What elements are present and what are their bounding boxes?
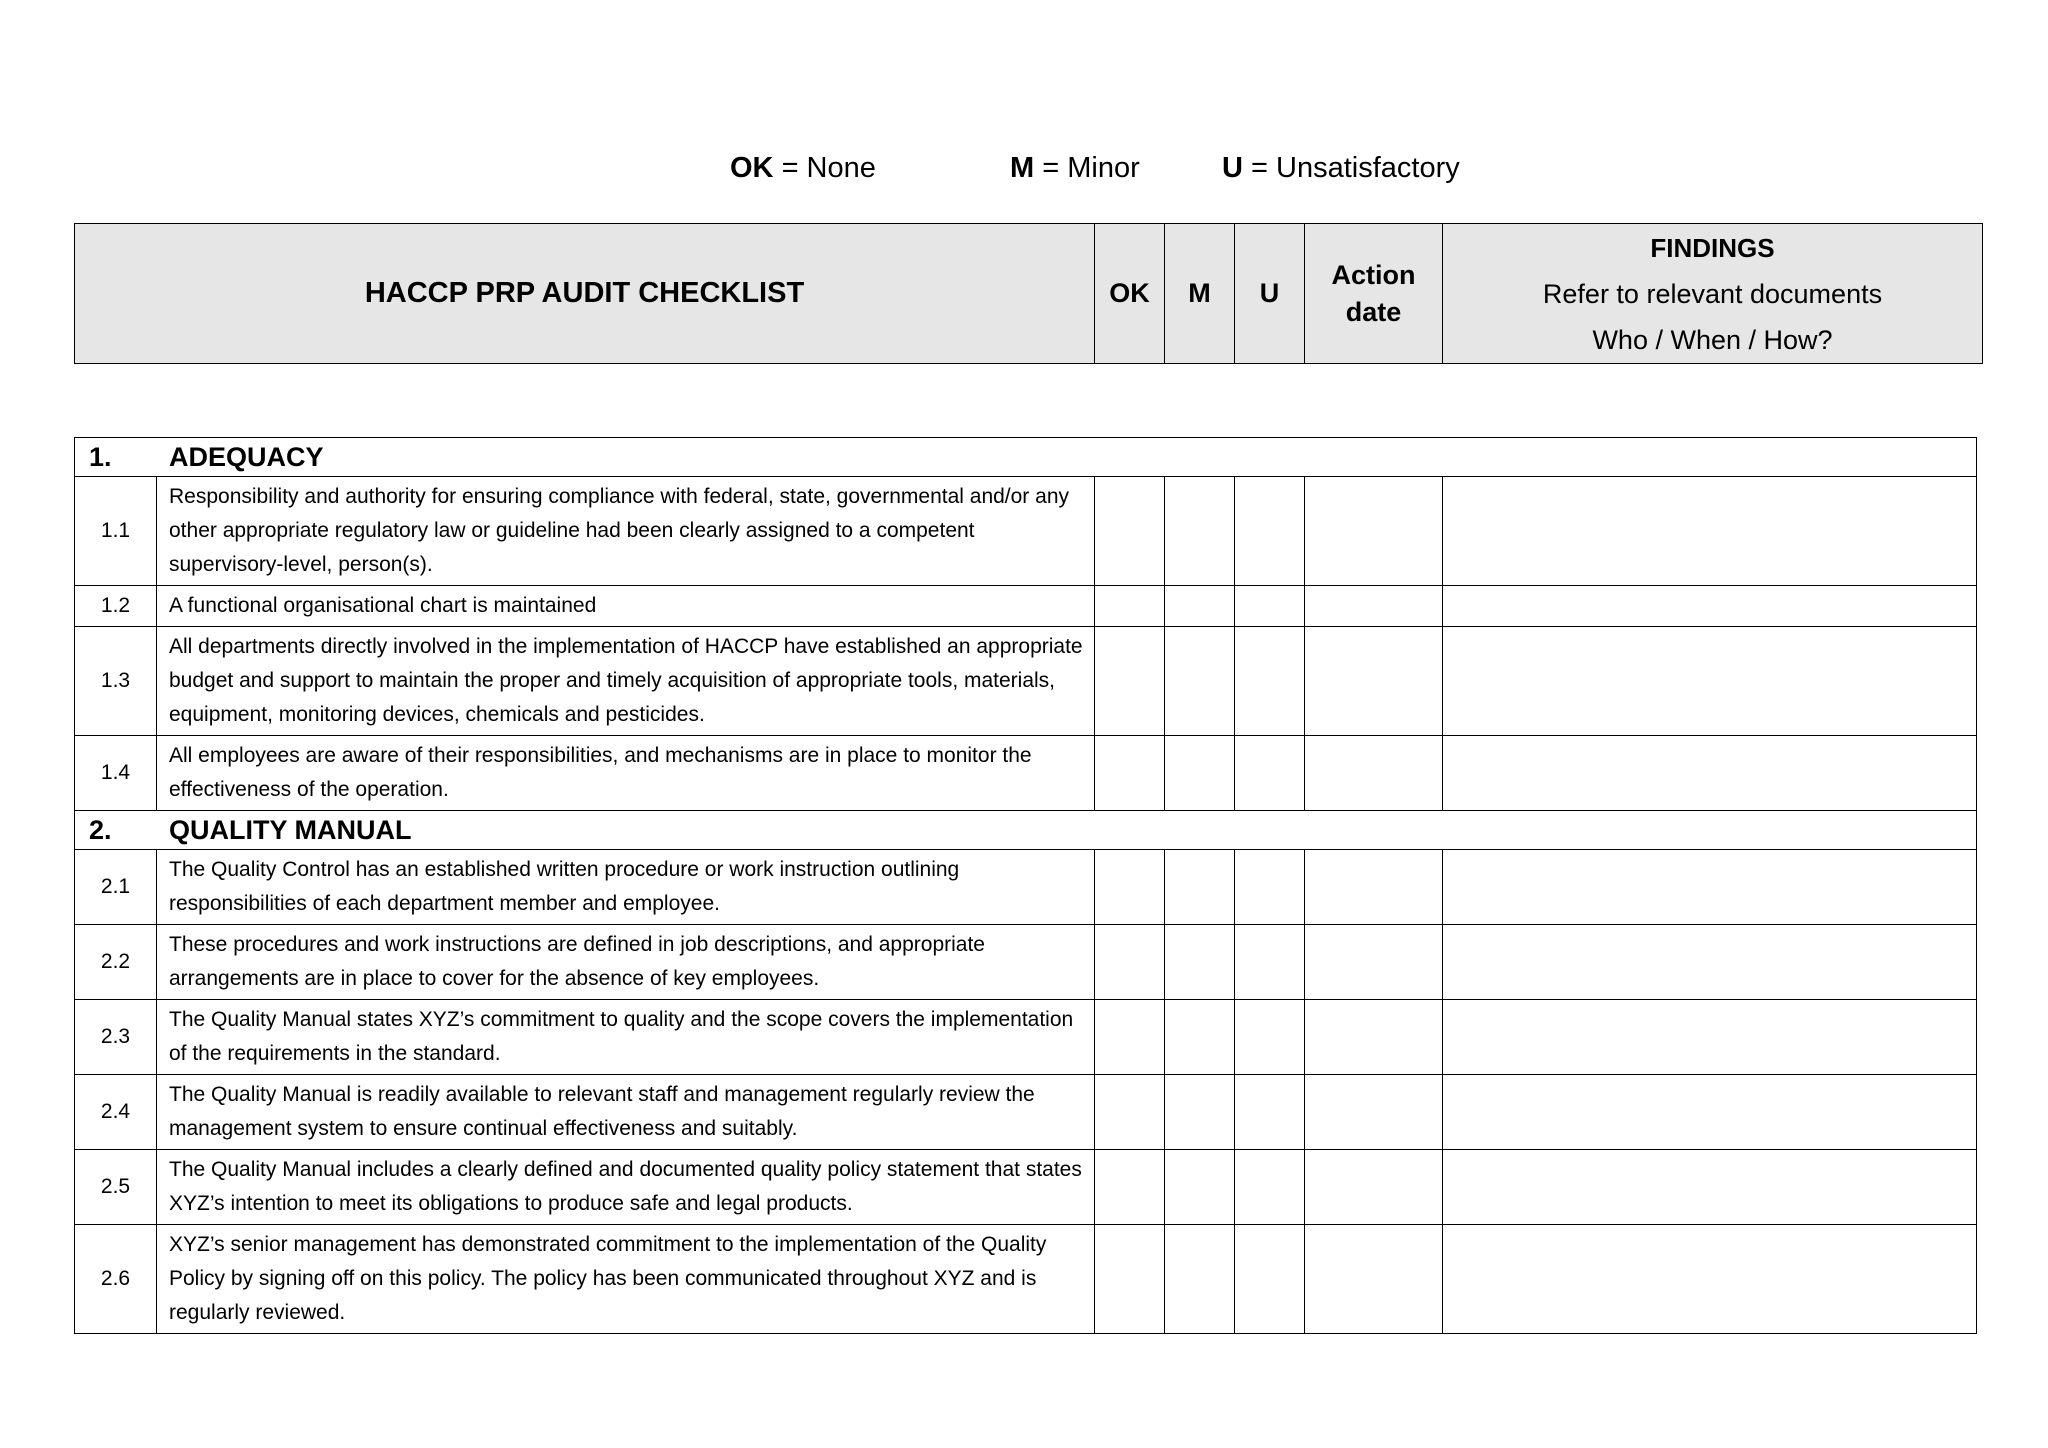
item-text: Responsibility and authority for ensuring compliance with federal, state, governmental and/or any other appropriate regulatory law or guideline had been clearly assigned to a competent supervisory-level, person(s). [157,477,1095,586]
checklist-row [75,1000,1977,1075]
item-number: 2.5 [75,1150,157,1225]
item-number: 1.3 [75,627,157,736]
rating-legend [0,152,2048,196]
legend-u-label: = Unsatisfactory [1251,152,1460,184]
legend-minor [1010,152,1140,185]
ok-cell[interactable] [1095,736,1165,811]
item-text: The Quality Manual is readily available to relevant staff and management regularly review the management system to ensure continual effectiveness and suitably. [157,1075,1095,1150]
item-number: 2.1 [75,850,157,925]
minor-cell[interactable] [1165,1150,1235,1225]
legend-unsatisfactory [1222,152,1460,185]
section-header-row [75,438,1977,477]
findings-cell[interactable] [1443,1225,1977,1334]
checklist-title: HACCP PRP AUDIT CHECKLIST [364,277,805,309]
checklist-row [75,736,1977,811]
minor-cell[interactable] [1165,1225,1235,1334]
ok-cell[interactable] [1095,1000,1165,1075]
action-date-cell[interactable] [1305,1150,1443,1225]
legend-ok-key: OK [730,152,774,184]
item-text: The Quality Manual states XYZ’s commitment to quality and the scope covers the implementation of the requirements in the standard. [157,1000,1095,1075]
checklist-row [75,1075,1977,1150]
checklist-row [75,477,1977,586]
unsatisfactory-cell[interactable] [1235,1075,1305,1150]
legend-m-key: M [1010,152,1035,184]
findings-cell[interactable] [1443,925,1977,1000]
minor-cell[interactable] [1165,1075,1235,1150]
checklist-table [74,437,1977,1334]
item-number: 2.3 [75,1000,157,1075]
section-number: 2. [89,814,112,845]
findings-cell[interactable] [1443,850,1977,925]
unsatisfactory-cell[interactable] [1235,477,1305,586]
unsatisfactory-cell[interactable] [1235,586,1305,627]
minor-cell[interactable] [1165,850,1235,925]
col-ok-header [1095,224,1165,364]
section-header-row [75,811,1977,850]
col-findings-header [1443,224,1983,364]
section-title: QUALITY MANUAL [169,814,412,845]
findings-cell[interactable] [1443,477,1977,586]
unsatisfactory-cell[interactable] [1235,736,1305,811]
col-m-header [1165,224,1235,364]
action-date-cell[interactable] [1305,477,1443,586]
item-text: These procedures and work instructions are defined in job descriptions, and appropriate arrangements are in place to cover for the absence of key employees. [157,925,1095,1000]
section-title: ADEQUACY [169,441,324,472]
unsatisfactory-cell[interactable] [1235,1000,1305,1075]
item-number: 2.4 [75,1075,157,1150]
findings-line-2: Who / When / How? [1592,324,1833,355]
minor-cell[interactable] [1165,925,1235,1000]
legend-ok-label: = None [781,152,876,184]
legend-ok [730,152,876,185]
action-date-cell[interactable] [1305,627,1443,736]
item-text: All employees are aware of their responsibilities, and mechanisms are in place to monitor the effectiveness of the operation. [157,736,1095,811]
checklist-header [74,223,1983,364]
ok-cell[interactable] [1095,1075,1165,1150]
unsatisfactory-cell[interactable] [1235,925,1305,1000]
action-date-cell[interactable] [1305,736,1443,811]
findings-title: FINDINGS [1650,232,1775,263]
unsatisfactory-cell[interactable] [1235,850,1305,925]
unsatisfactory-cell[interactable] [1235,1225,1305,1334]
findings-line-1: Refer to relevant documents [1542,278,1883,309]
section-header [75,811,1977,850]
item-number: 1.4 [75,736,157,811]
checklist-row [75,627,1977,736]
action-date-cell[interactable] [1305,1000,1443,1075]
ok-cell[interactable] [1095,1225,1165,1334]
section-number: 1. [89,441,112,472]
legend-m-label: = Minor [1042,152,1140,184]
checklist-row [75,850,1977,925]
findings-cell[interactable] [1443,736,1977,811]
item-number: 2.6 [75,1225,157,1334]
ok-cell[interactable] [1095,627,1165,736]
item-text: XYZ’s senior management has demonstrated commitment to the implementation of the Quality Policy by signing off on this policy. The policy has been communicated throughout XYZ and is regularly reviewed. [157,1225,1095,1334]
item-text: All departments directly involved in the implementation of HACCP have established an appropriate budget and support to maintain the proper and timely acquisition of appropriate tools, materials, equipment, monitoring devices, chemicals and pesticides. [157,627,1095,736]
col-action-label-2: date [1345,296,1402,327]
section-header [75,438,1977,477]
ok-cell[interactable] [1095,1150,1165,1225]
legend-u-key: U [1222,152,1243,184]
action-date-cell[interactable] [1305,1225,1443,1334]
col-action-label-1: Action [1331,259,1416,290]
minor-cell[interactable] [1165,627,1235,736]
ok-cell[interactable] [1095,850,1165,925]
unsatisfactory-cell[interactable] [1235,627,1305,736]
action-date-cell[interactable] [1305,850,1443,925]
findings-cell[interactable] [1443,1150,1977,1225]
checklist-row [75,1150,1977,1225]
minor-cell[interactable] [1165,586,1235,627]
checklist-row [75,586,1977,627]
findings-cell[interactable] [1443,627,1977,736]
item-text: The Quality Control has an established written procedure or work instruction outlining responsibilities of each department member and employee. [157,850,1095,925]
action-date-cell[interactable] [1305,925,1443,1000]
minor-cell[interactable] [1165,477,1235,586]
ok-cell[interactable] [1095,477,1165,586]
ok-cell[interactable] [1095,925,1165,1000]
checklist-row [75,1225,1977,1334]
col-u-label: U [1259,278,1280,308]
item-number: 1.1 [75,477,157,586]
item-number: 1.2 [75,586,157,627]
checklist-row [75,925,1977,1000]
findings-cell[interactable] [1443,1000,1977,1075]
checklist-title-cell [75,224,1095,364]
item-number: 2.2 [75,925,157,1000]
action-date-cell[interactable] [1305,1075,1443,1150]
col-m-label: M [1188,278,1211,308]
minor-cell[interactable] [1165,1000,1235,1075]
item-text: The Quality Manual includes a clearly defined and documented quality policy statement that states XYZ’s intention to meet its obligations to produce safe and legal products. [157,1150,1095,1225]
action-date-cell[interactable] [1305,586,1443,627]
col-ok-label: OK [1109,278,1150,308]
unsatisfactory-cell[interactable] [1235,1150,1305,1225]
col-u-header [1235,224,1305,364]
findings-cell[interactable] [1443,1075,1977,1150]
minor-cell[interactable] [1165,736,1235,811]
findings-cell[interactable] [1443,586,1977,627]
ok-cell[interactable] [1095,586,1165,627]
item-text: A functional organisational chart is maintained [157,586,1095,627]
col-action-date-header [1305,224,1443,364]
